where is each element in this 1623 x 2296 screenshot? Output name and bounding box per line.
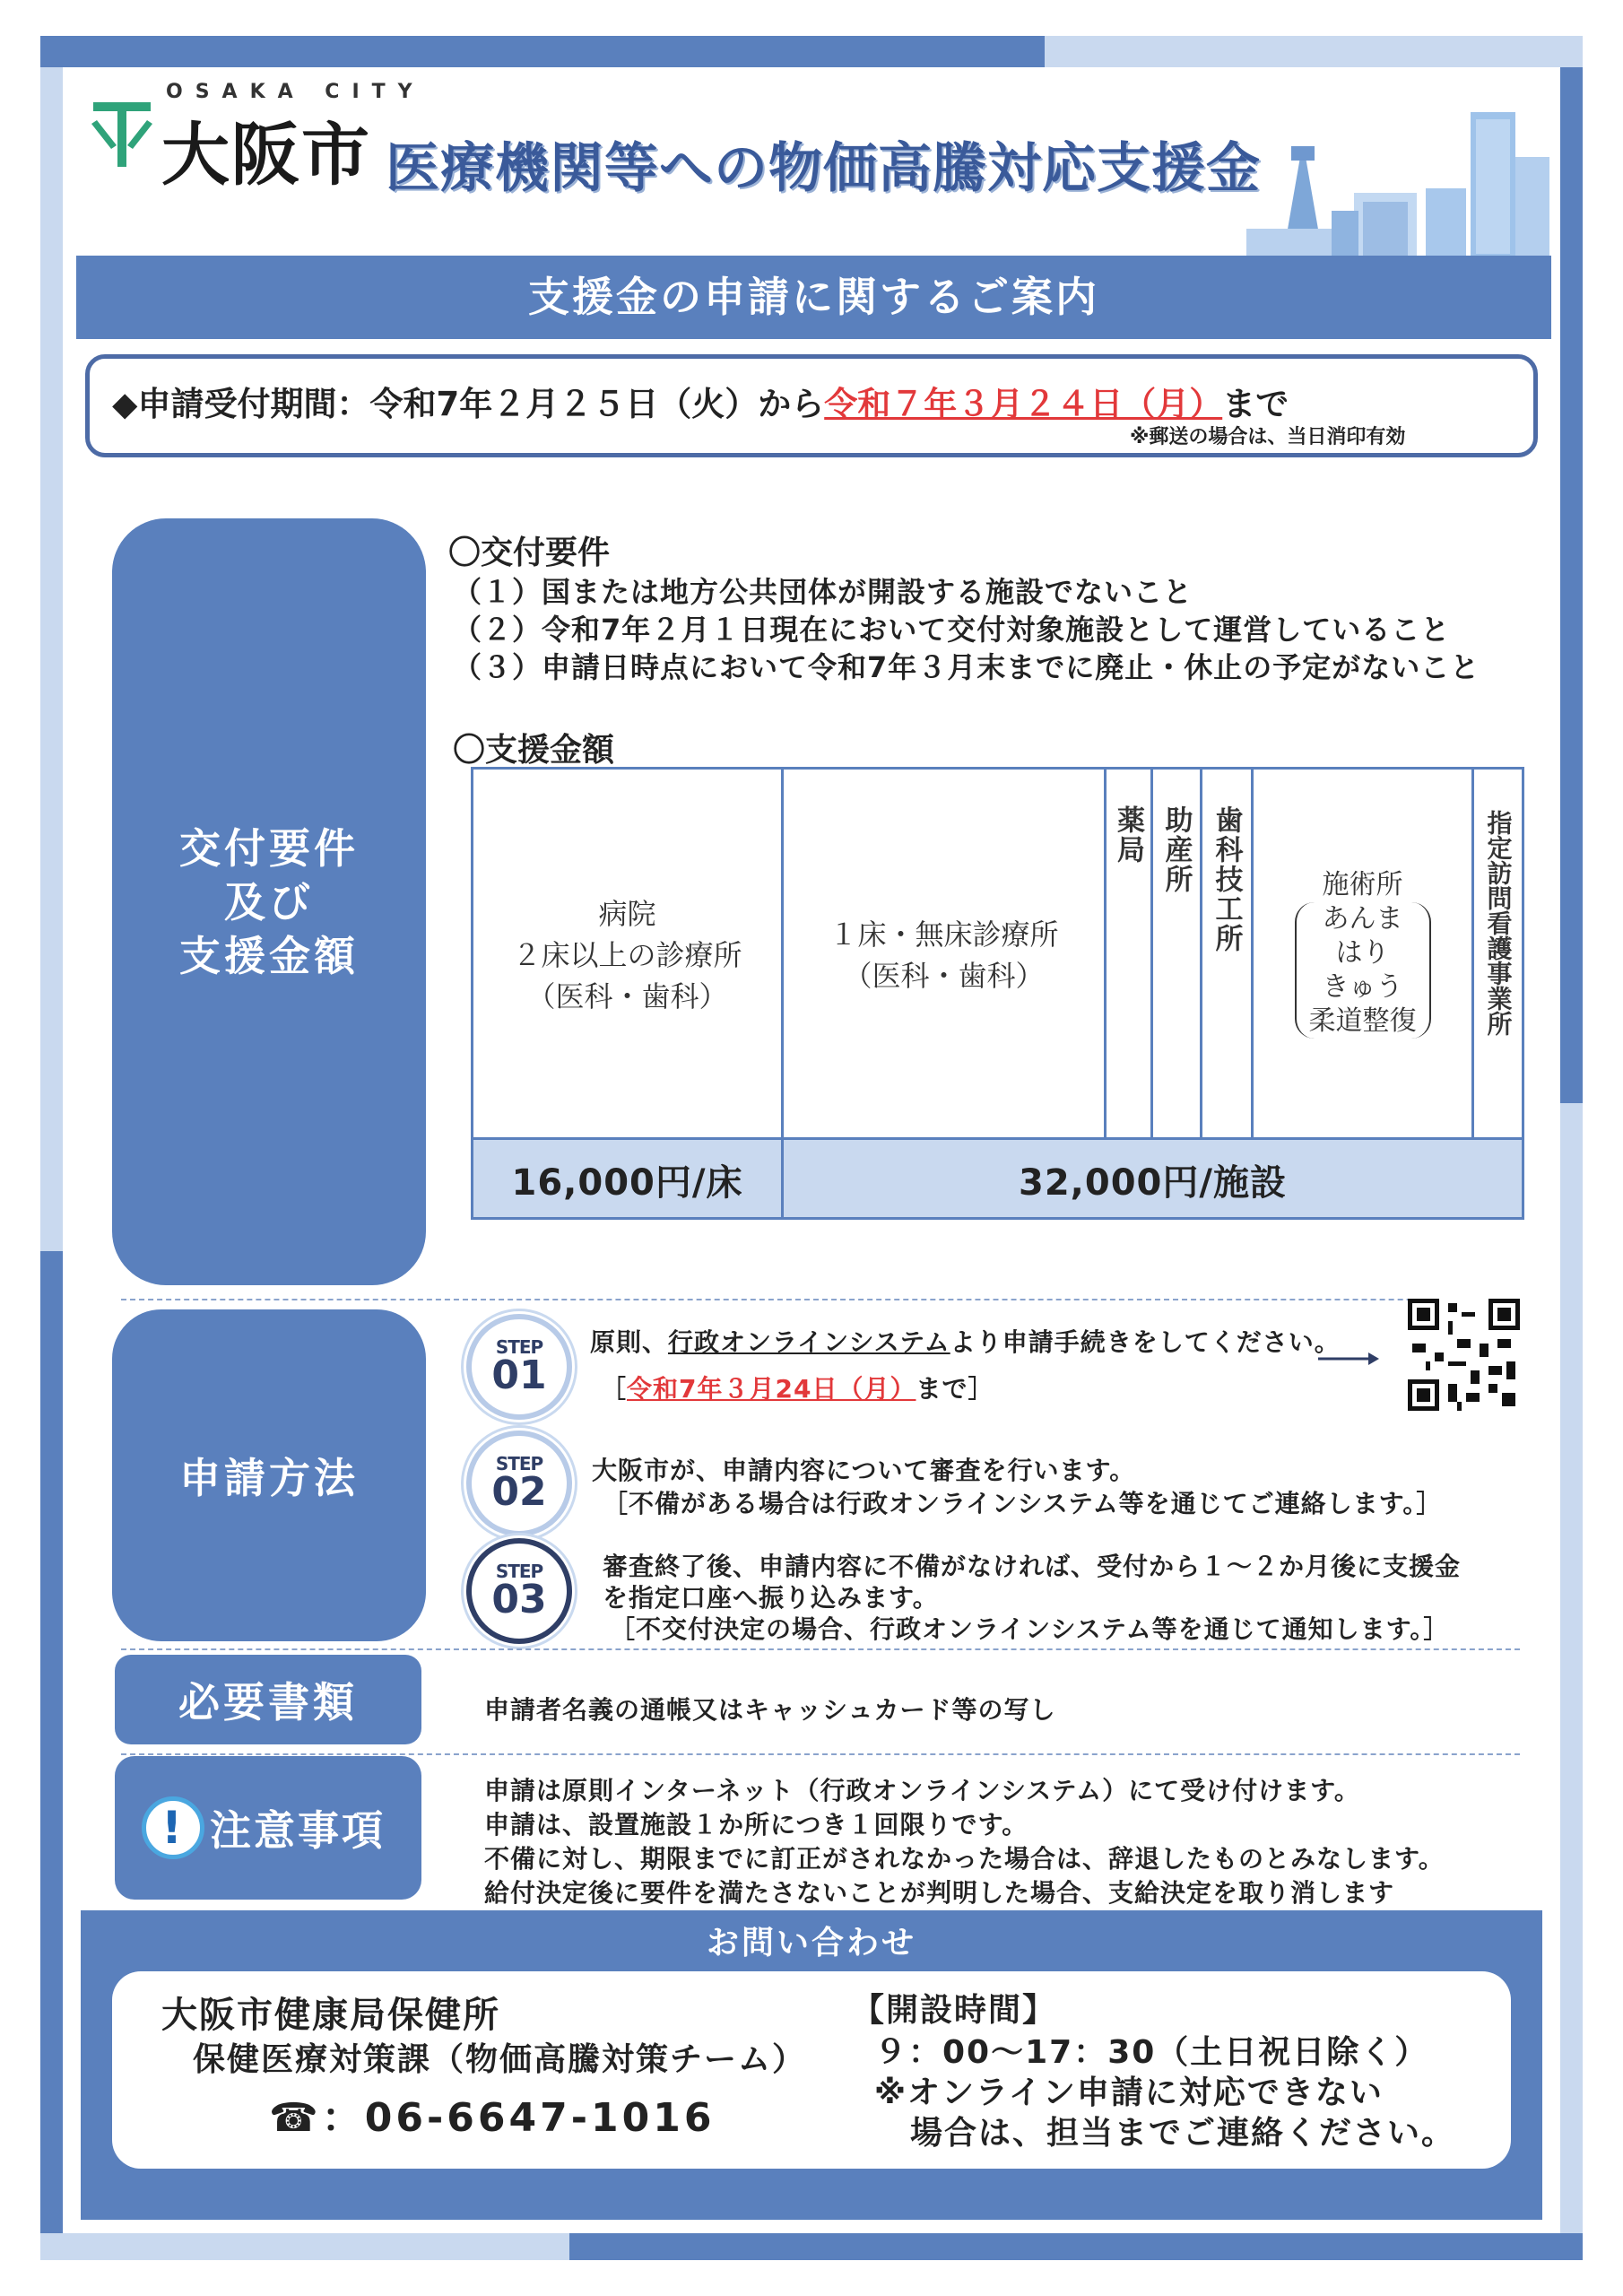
table-col-visiting-nursing-label: 指定訪問看護事業所 [1483, 810, 1514, 1036]
requirements-pill-line: 及び [224, 877, 314, 926]
osaka-city-wordmark: OSAKA CITY [166, 81, 425, 103]
docs-text: 申請者名義の通帳又はキャッシュカード等の写し [484, 1695, 1056, 1725]
step-01-post: より申請手続きをしてください。 [950, 1327, 1341, 1357]
hours-text: ９：00～17：30（土日祝日除く） [874, 2034, 1429, 2071]
frame-left-bar-dark [40, 1251, 63, 2260]
table-col-dental-lab-label: 歯科技工所 [1210, 805, 1243, 953]
table-col-hospital [473, 770, 784, 1137]
period-deadline: 令和７年３月２４日（月） [824, 385, 1223, 423]
bracket-close: まで］ [916, 1374, 994, 1404]
note-line: 不備に対し、期限までに訂正がされなかった場合は、辞退したものとみなします。 [484, 1844, 1445, 1874]
docs-pill: 必要書類 [115, 1655, 421, 1744]
method-pill: 申請方法 [112, 1309, 426, 1641]
arrow-right-icon [1318, 1350, 1381, 1368]
table-col-hospital-line: （医科・歯科） [526, 979, 728, 1013]
table-col-pharmacy-label: 薬局 [1112, 805, 1144, 865]
contact-note-2: 場合は、担当までご連絡ください。 [910, 2115, 1456, 2152]
period-note: ※郵送の場合は、当日消印有効 [1130, 426, 1406, 448]
table-col-clinic [784, 770, 1107, 1137]
step-01-deadline [601, 1370, 994, 1405]
table-col-midwife-label: 助産所 [1159, 805, 1193, 894]
table-col-dental-lab [1202, 770, 1254, 1137]
exclamation-icon: ! [142, 1796, 204, 1859]
step-number: 02 [491, 1469, 547, 1515]
requirement-item: （１）国または地方公共団体が開設する施設でないこと [453, 575, 1193, 609]
price-row [473, 1137, 1522, 1217]
frame-bottom-bar-light [40, 2233, 569, 2260]
notes-pill [115, 1756, 421, 1900]
price-per-bed: 16,000円/床 [473, 1140, 784, 1220]
step-03-badge [466, 1538, 572, 1644]
section-divider [121, 1299, 1520, 1300]
osaka-city-logo-icon [90, 99, 154, 170]
contact-org: 大阪市健康局保健所 [161, 1995, 500, 2036]
requirements-pill-line: 交付要件 [179, 823, 359, 873]
contact-note-1: ※オンライン申請に対応できない [874, 2074, 1384, 2111]
step-01-text [590, 1323, 1341, 1359]
step-02-badge [466, 1431, 572, 1536]
hours-label: 【開設時間】 [852, 1992, 1057, 2029]
note-line: 申請は原則インターネット（行政オンラインシステム）にて受け付けます。 [484, 1776, 1360, 1805]
contact-title: お問い合わせ [706, 1925, 916, 1961]
frame-top-bar-dark [40, 36, 1045, 67]
step-03-line1: 審査終了後、申請内容に不備がなければ、受付から１～２か月後に支援金 [603, 1552, 1462, 1581]
step-01-deadline-date: 令和7年３月24日（月） [627, 1374, 916, 1404]
section-divider [121, 1753, 1520, 1755]
frame-left-bar-light [40, 67, 63, 1251]
frame-right-bar-dark [1560, 67, 1583, 1103]
table-col-therapy-line: はり [1335, 937, 1390, 969]
frame-top-bar-light [1045, 36, 1583, 67]
step-label: STEP [495, 1561, 543, 1582]
requirements-pill [112, 518, 426, 1285]
frame-bottom-bar-dark [569, 2233, 1583, 2260]
amount-table [471, 767, 1524, 1220]
requirements-pill-line: 支援金額 [179, 931, 359, 980]
table-col-clinic-line: （医科・歯科） [843, 959, 1045, 993]
application-period [112, 377, 1289, 425]
notes-pill-label: 注意事項 [210, 1806, 386, 1855]
table-col-hospital-line: 病院 [598, 897, 656, 931]
step-02-line2: ［不備がある場合は行政オンラインシステム等を通じてご連絡します。］ [603, 1489, 1443, 1518]
table-col-therapy-line: きゅう [1322, 971, 1403, 1003]
step-01-badge [466, 1314, 572, 1420]
city-skyline-illustration [1246, 103, 1551, 260]
table-col-therapy-line: あんま [1322, 903, 1403, 935]
period-prefix: ◆申請受付期間：令和7年２月２５日（火）から [112, 385, 825, 423]
page-title: 医療機関等への物価高騰対応支援金 [386, 137, 1261, 200]
online-system-link[interactable]: 行政オンラインシステム [668, 1327, 950, 1357]
step-03-line3: ［不交付決定の場合、行政オンラインシステム等を通じて通知します。］ [610, 1614, 1450, 1644]
table-col-clinic-line: １床・無床診療所 [829, 918, 1059, 952]
step-label: STEP [495, 1336, 543, 1358]
frame-right-bar-light [1560, 1103, 1583, 2260]
table-col-hospital-line: ２床以上の診療所 [512, 938, 742, 972]
requirement-item: （３）申請日時点において令和7年３月末までに廃止・休止の予定がないこと [453, 650, 1480, 684]
note-line: 申請は、設置施設１か所につき１回限りです。 [484, 1810, 1028, 1839]
table-col-midwife [1153, 770, 1202, 1137]
step-number: 01 [491, 1352, 547, 1398]
table-col-therapy-line: 柔道整復 [1308, 1005, 1417, 1037]
step-02-line1: 大阪市が、申請内容について審査を行います。 [592, 1456, 1136, 1485]
logo-text: 大阪市 [161, 115, 371, 195]
bracket-open: ［ [601, 1374, 628, 1404]
price-per-facility: 32,000円/施設 [1019, 1162, 1287, 1204]
guide-banner: 支援金の申請に関するご案内 [76, 256, 1551, 339]
table-col-therapy [1254, 770, 1474, 1137]
contact-phone[interactable]: ☎：06-6647-1016 [269, 2095, 716, 2141]
section-divider [121, 1648, 1520, 1650]
period-suffix: まで [1222, 385, 1289, 423]
requirement-item: （２）令和7年２月１日現在において交付対象施設として運営していること [453, 613, 1451, 647]
note-line: 給付決定後に要件を満たさないことが判明した場合、支給決定を取り消します [484, 1878, 1395, 1908]
step-number: 03 [491, 1577, 547, 1622]
step-label: STEP [495, 1453, 543, 1474]
table-col-pharmacy [1107, 770, 1153, 1137]
table-col-visiting-nursing [1474, 770, 1522, 1137]
qr-code-icon[interactable] [1408, 1299, 1520, 1411]
amount-heading: 〇支援金額 [453, 732, 615, 769]
step-03-line2: を指定口座へ振り込みます。 [603, 1583, 939, 1613]
table-col-therapy-line: 施術所 [1322, 869, 1403, 900]
step-01-pre: 原則、 [590, 1327, 669, 1357]
requirements-heading: 〇交付要件 [448, 535, 611, 571]
contact-dept: 保健医療対策課（物価高騰対策チーム） [193, 2041, 807, 2078]
